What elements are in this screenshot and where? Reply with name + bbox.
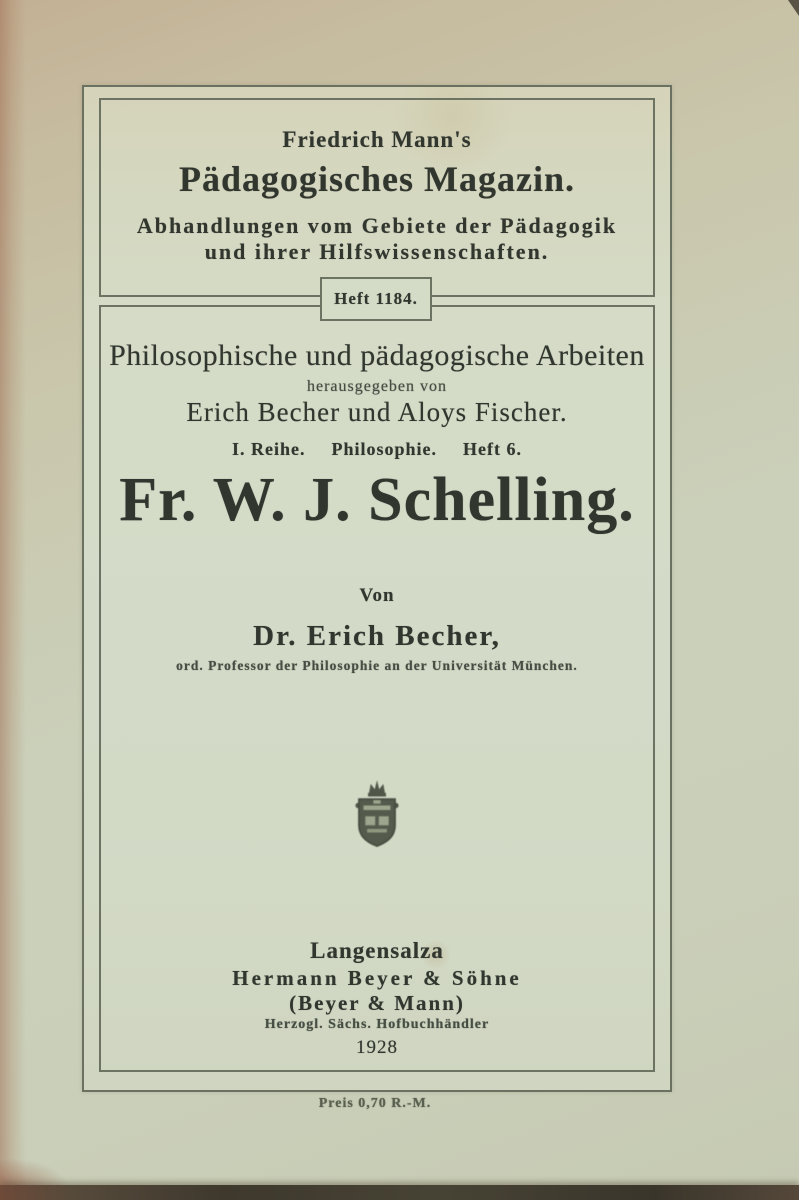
series-section: Philosophie. [331,439,438,459]
scan-left-edge-shadow [0,0,26,1200]
series-reihe: I. Reihe. [231,439,306,459]
imprint-publisher: Hermann Beyer & Söhne [232,966,522,990]
cover-frame [82,85,672,1092]
page-title: Fr. W. J. Schelling. [119,466,635,534]
masthead-box [99,98,655,297]
publisher-crest-icon [350,777,404,861]
imprint-publisher-paren: (Beyer & Mann) [289,991,465,1015]
series-edited-by-label: herausgegeben von [306,378,448,395]
imprint-court-title: Herzogl. Sächs. Hofbuchhändler [264,1017,490,1032]
series-title: Philosophische und pädagogische Arbeiten [109,339,645,372]
masthead-subtitle-line2: und ihrer Hilfswissenschaften. [204,239,550,264]
issue-number-badge [320,277,432,321]
imprint-year: 1928 [356,1037,398,1058]
imprint-city: Langensalza [310,938,444,963]
price-line: Preis 0,70 R.-M. [318,1096,432,1111]
masthead-title: Pädagogisches Magazin. [179,159,575,199]
series-volume-line [101,439,653,460]
scan-corner-mark [788,0,799,16]
byline-von-label: Von [359,585,395,606]
title-page-box [99,305,655,1072]
series-heft: Heft 6. [463,439,522,459]
masthead-subtitle-line1: Abhandlungen vom Gebiete der Pädagogik [136,213,618,238]
author-affiliation: ord. Professor der Philosophie an der Universität München. [176,658,578,673]
issue-number-label: Heft 1184. [334,289,418,308]
author-name: Dr. Erich Becher, [253,620,501,652]
scan-bottom-edge [0,1185,799,1200]
masthead-publisher-line: Friedrich Mann's [282,127,472,152]
series-editors: Erich Becher und Aloys Fischer. [186,397,568,427]
